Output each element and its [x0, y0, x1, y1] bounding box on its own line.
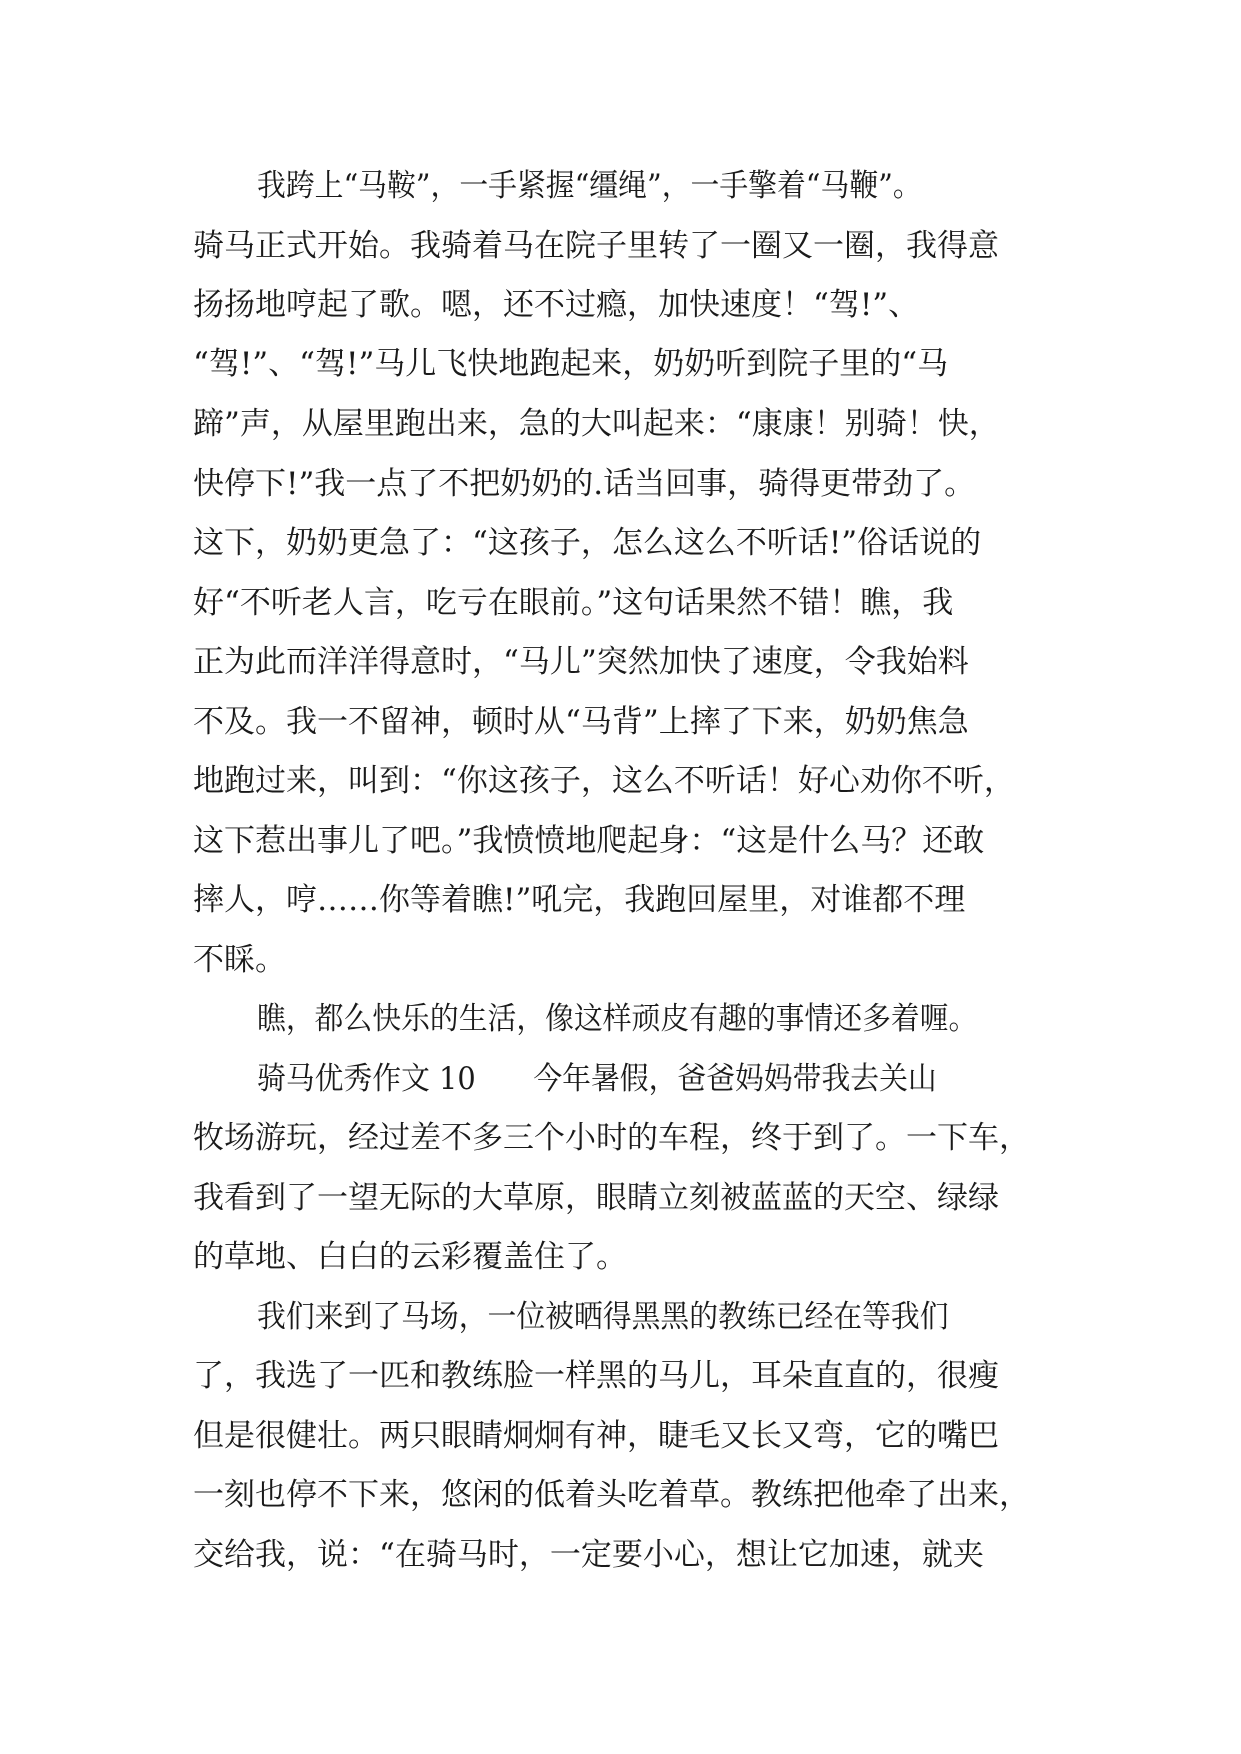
text-line: “驾!”、“驾!”马儿飞快地跑起来，奶奶听到院子里的“马 [193, 346, 949, 382]
text-line: 一刻也停不下来，悠闲的低着头吃着草。教练把他牵了出来， [193, 1477, 1030, 1513]
text-line: 我跨上“马鞍”，一手紧握“缰绳”，一手擎着“马鞭”。 [257, 168, 922, 204]
text-line: 骑马正式开始。我骑着马在院子里转了一圈又一圈，我得意 [193, 228, 999, 264]
text-line: 正为此而洋洋得意时，“马儿”突然加快了速度，令我始料 [193, 644, 969, 680]
text-line: 我看到了一望无际的大草原，眼睛立刻被蓝蓝的天空、绿绿 [193, 1180, 999, 1216]
text-line: 蹄”声，从屋里跑出来，急的大叫起来：“康康！别骑！快， [193, 406, 1000, 442]
text-line: 牧场游玩，经过差不多三个小时的车程，终于到了。一下车， [193, 1120, 1030, 1156]
text-line: 不及。我一不留神，顿时从“马背”上摔了下来，奶奶焦急 [193, 704, 969, 740]
text-line: 扬扬地哼起了歌。嗯，还不过瘾，加快速度！“驾!”、 [193, 287, 920, 323]
text-line: 地跑过来，叫到：“你这孩子，这么不听话！好心劝你不听， [193, 763, 1015, 799]
text-line: 这下惹出事儿了吧。”我愤愤地爬起身：“这是什么马？还敢 [193, 823, 985, 859]
text-line: 了，我选了一匹和教练脸一样黑的马儿，耳朵直直的，很瘦 [193, 1358, 999, 1394]
text-line: 不睬。 [193, 942, 286, 978]
text-line: 我们来到了马场，一位被晒得黑黑的教练已经在等我们 [257, 1299, 949, 1335]
text-line: 的草地、白白的云彩覆盖住了。 [193, 1239, 627, 1275]
text-line: 好“不听老人言，吃亏在眼前。”这句话果然不错！瞧，我 [193, 585, 954, 621]
text-line: 瞧，都么快乐的生活，像这样顽皮有趣的事情还多着喱。 [257, 1001, 978, 1037]
text-line: 快停下!”我一点了不把奶奶的.话当回事，骑得更带劲了。 [193, 466, 976, 502]
text-line: 骑马优秀作文 10 今年暑假，爸爸妈妈带我去关山 [257, 1061, 937, 1097]
text-line: 但是很健壮。两只眼睛炯炯有神，睫毛又长又弯，它的嘴巴 [193, 1418, 999, 1454]
text-line: 交给我，说：“在骑马时，一定要小心，想让它加速，就夹 [193, 1537, 984, 1573]
text-line: 摔人，哼……你等着瞧!”吼完，我跑回屋里，对谁都不理 [193, 882, 966, 918]
text-line: 这下，奶奶更急了：“这孩子，怎么这么不听话!”俗话说的 [193, 525, 982, 561]
